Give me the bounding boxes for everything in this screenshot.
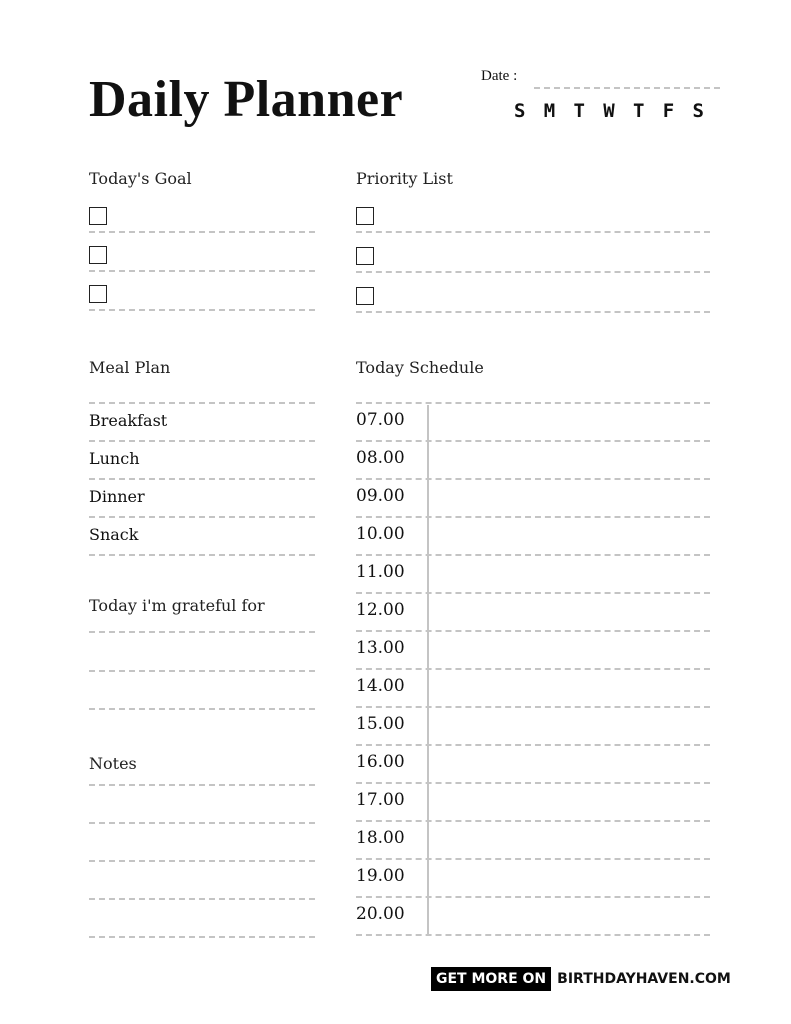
schedule-divider — [427, 405, 429, 936]
notes-line-3[interactable] — [89, 860, 315, 862]
notes-line-1[interactable] — [89, 784, 315, 786]
footer-banner[interactable] — [431, 967, 731, 991]
priority-checkbox-1[interactable] — [356, 207, 374, 225]
goal-heading: Today's Goal — [89, 169, 192, 188]
date-label: Date : — [481, 68, 518, 84]
schedule-time: 12.00 — [356, 600, 405, 620]
schedule-time: 19.00 — [356, 866, 405, 886]
meal-line-breakfast[interactable] — [89, 440, 315, 442]
meal-line-dinner[interactable] — [89, 516, 315, 518]
weekday-sunday[interactable]: S — [514, 100, 526, 122]
notes-line-2[interactable] — [89, 822, 315, 824]
priority-checkbox-2[interactable] — [356, 247, 374, 265]
schedule-line[interactable] — [356, 934, 710, 936]
notes-heading: Notes — [89, 754, 137, 773]
priority-line-2[interactable] — [356, 271, 710, 273]
schedule-line[interactable] — [356, 744, 710, 746]
schedule-line[interactable] — [356, 440, 710, 442]
meal-line-top — [89, 402, 315, 404]
schedule-time: 11.00 — [356, 562, 405, 582]
schedule-time: 08.00 — [356, 448, 405, 468]
notes-line-5[interactable] — [89, 936, 315, 938]
schedule-line[interactable] — [356, 478, 710, 480]
schedule-time: 14.00 — [356, 676, 405, 696]
meal-heading: Meal Plan — [89, 358, 171, 377]
schedule-line[interactable] — [356, 630, 710, 632]
weekday-thursday[interactable]: T — [633, 100, 645, 122]
date-field[interactable] — [534, 87, 720, 89]
meal-line-lunch[interactable] — [89, 478, 315, 480]
grateful-heading: Today i'm grateful for — [89, 596, 265, 615]
meal-item-breakfast: Breakfast — [89, 411, 168, 430]
meal-item-snack: Snack — [89, 525, 139, 544]
goal-line-3[interactable] — [89, 309, 315, 311]
weekday-wednesday[interactable]: W — [603, 100, 615, 122]
schedule-line-top — [356, 402, 710, 404]
priority-line-1[interactable] — [356, 231, 710, 233]
schedule-line[interactable] — [356, 896, 710, 898]
weekday-tuesday[interactable]: T — [573, 100, 585, 122]
schedule-line[interactable] — [356, 782, 710, 784]
weekday-friday[interactable]: F — [662, 100, 675, 122]
schedule-time: 17.00 — [356, 790, 405, 810]
schedule-time: 16.00 — [356, 752, 405, 772]
schedule-line[interactable] — [356, 668, 710, 670]
meal-line-snack[interactable] — [89, 554, 315, 556]
schedule-time: 09.00 — [356, 486, 405, 506]
goal-line-2[interactable] — [89, 270, 315, 272]
priority-heading: Priority List — [356, 169, 453, 188]
priority-line-3[interactable] — [356, 311, 710, 313]
schedule-line[interactable] — [356, 516, 710, 518]
schedule-time: 18.00 — [356, 828, 405, 848]
schedule-heading: Today Schedule — [356, 358, 484, 377]
meal-item-lunch: Lunch — [89, 449, 140, 468]
schedule-line[interactable] — [356, 706, 710, 708]
footer-site[interactable]: BIRTHDAYHAVEN.COM — [557, 971, 731, 987]
grateful-line-1[interactable] — [89, 631, 315, 633]
schedule-time: 10.00 — [356, 524, 405, 544]
grateful-line-2[interactable] — [89, 670, 315, 672]
weekday-row — [514, 100, 704, 122]
grateful-line-3[interactable] — [89, 708, 315, 710]
goal-checkbox-3[interactable] — [89, 285, 107, 303]
schedule-time: 07.00 — [356, 410, 405, 430]
schedule-time: 13.00 — [356, 638, 405, 658]
schedule-time: 20.00 — [356, 904, 405, 924]
notes-line-4[interactable] — [89, 898, 315, 900]
footer-cta[interactable]: GET MORE ON — [431, 967, 551, 991]
schedule-line[interactable] — [356, 858, 710, 860]
schedule-time: 15.00 — [356, 714, 405, 734]
weekday-saturday[interactable]: S — [692, 100, 704, 122]
meal-item-dinner: Dinner — [89, 487, 145, 506]
schedule-line[interactable] — [356, 820, 710, 822]
page-title: Daily Planner — [89, 71, 404, 128]
weekday-monday[interactable]: M — [543, 100, 556, 122]
goal-checkbox-2[interactable] — [89, 246, 107, 264]
schedule-line[interactable] — [356, 592, 710, 594]
goal-checkbox-1[interactable] — [89, 207, 107, 225]
goal-line-1[interactable] — [89, 231, 315, 233]
schedule-line[interactable] — [356, 554, 710, 556]
priority-checkbox-3[interactable] — [356, 287, 374, 305]
